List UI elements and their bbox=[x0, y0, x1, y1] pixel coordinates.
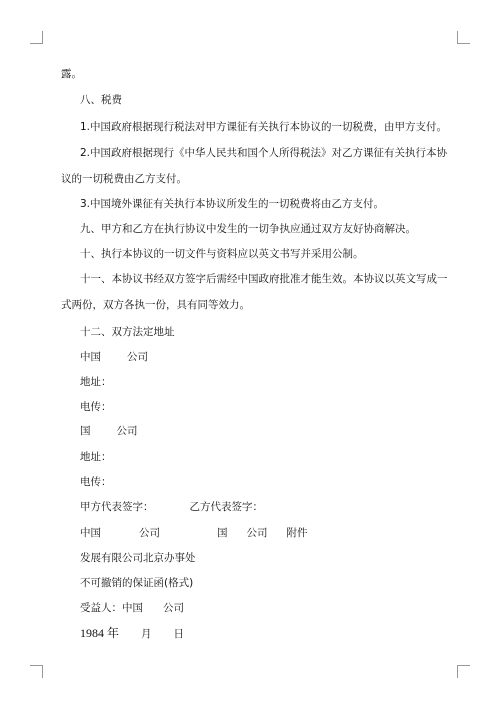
party-a-signature-label: 甲方代表签字： bbox=[80, 501, 154, 513]
beneficiary-line bbox=[80, 601, 184, 615]
telex-label: 电传： bbox=[80, 401, 112, 413]
text-line: 十、执行本协议的一切文件与资料应以英文书写并采用公制。 bbox=[80, 248, 364, 260]
section-heading-addresses: 十二、双方法定地址 bbox=[80, 326, 175, 338]
section-heading-taxes: 八、税费 bbox=[80, 94, 122, 106]
text-fragment: 中国 bbox=[80, 351, 101, 363]
party-b-signature-label: 乙方代表签字： bbox=[189, 501, 263, 513]
text-line: 发展有限公司北京办事处 bbox=[80, 552, 196, 564]
text-fragment: 公司 bbox=[246, 527, 268, 539]
text-line: 1.中国政府根据现行税法对甲方课征有关执行本协议的一切税费，由甲方支付。 bbox=[80, 121, 448, 133]
text-fragment: 受益人：中国 bbox=[80, 602, 143, 614]
text-fragment: 公司 bbox=[163, 602, 184, 614]
month-text: 月 bbox=[141, 628, 152, 640]
text-fragment: 公司 bbox=[116, 425, 138, 437]
text-line: 3.中国境外课征有关执行本协议所发生的一切税费将由乙方支付。 bbox=[80, 198, 385, 210]
day-text: 日 bbox=[173, 628, 185, 640]
text-fragment: 公司 bbox=[139, 527, 160, 539]
date-line bbox=[80, 626, 184, 641]
attachment-label: 附件 bbox=[286, 527, 308, 539]
text-fragment: 国 bbox=[217, 527, 228, 539]
text-fragment: 国 bbox=[80, 425, 91, 437]
crop-mark-bottom-left bbox=[30, 665, 43, 678]
text-line: 九、甲方和乙方在执行协议中发生的一切争执应通过双方友好协商解决。 bbox=[80, 223, 416, 235]
party-b-name bbox=[80, 424, 138, 438]
telex-label: 电传： bbox=[80, 476, 112, 488]
address-label: 地址： bbox=[80, 376, 112, 388]
party-a-name bbox=[80, 350, 148, 364]
text-fragment: 中国 bbox=[80, 527, 101, 539]
year-text: 1984 年 bbox=[80, 626, 120, 640]
signature-labels bbox=[80, 500, 263, 514]
text-fragment: 公司 bbox=[127, 351, 148, 363]
address-label: 地址： bbox=[80, 451, 112, 463]
text-line: 式两份，双方各执一份，具有同等效力。 bbox=[61, 299, 250, 311]
text-line: 十一、本协议书经双方签字后需经中国政府批准才能生效。本协议以英文写成一 bbox=[80, 273, 448, 285]
document-subtitle: 不可撤销的保证函(格式) bbox=[80, 577, 194, 589]
crop-mark-top-right bbox=[457, 31, 470, 44]
text-line: 议的一切税费由乙方支付。 bbox=[61, 173, 187, 185]
text-line: 露。 bbox=[61, 68, 82, 80]
signature-names-line bbox=[80, 526, 308, 540]
text-line: 2.中国政府根据现行《中华人民共和国个人所得税法》对乙方课征有关执行本协 bbox=[80, 147, 448, 159]
crop-mark-top-left bbox=[30, 31, 43, 44]
crop-mark-bottom-right bbox=[457, 665, 470, 678]
